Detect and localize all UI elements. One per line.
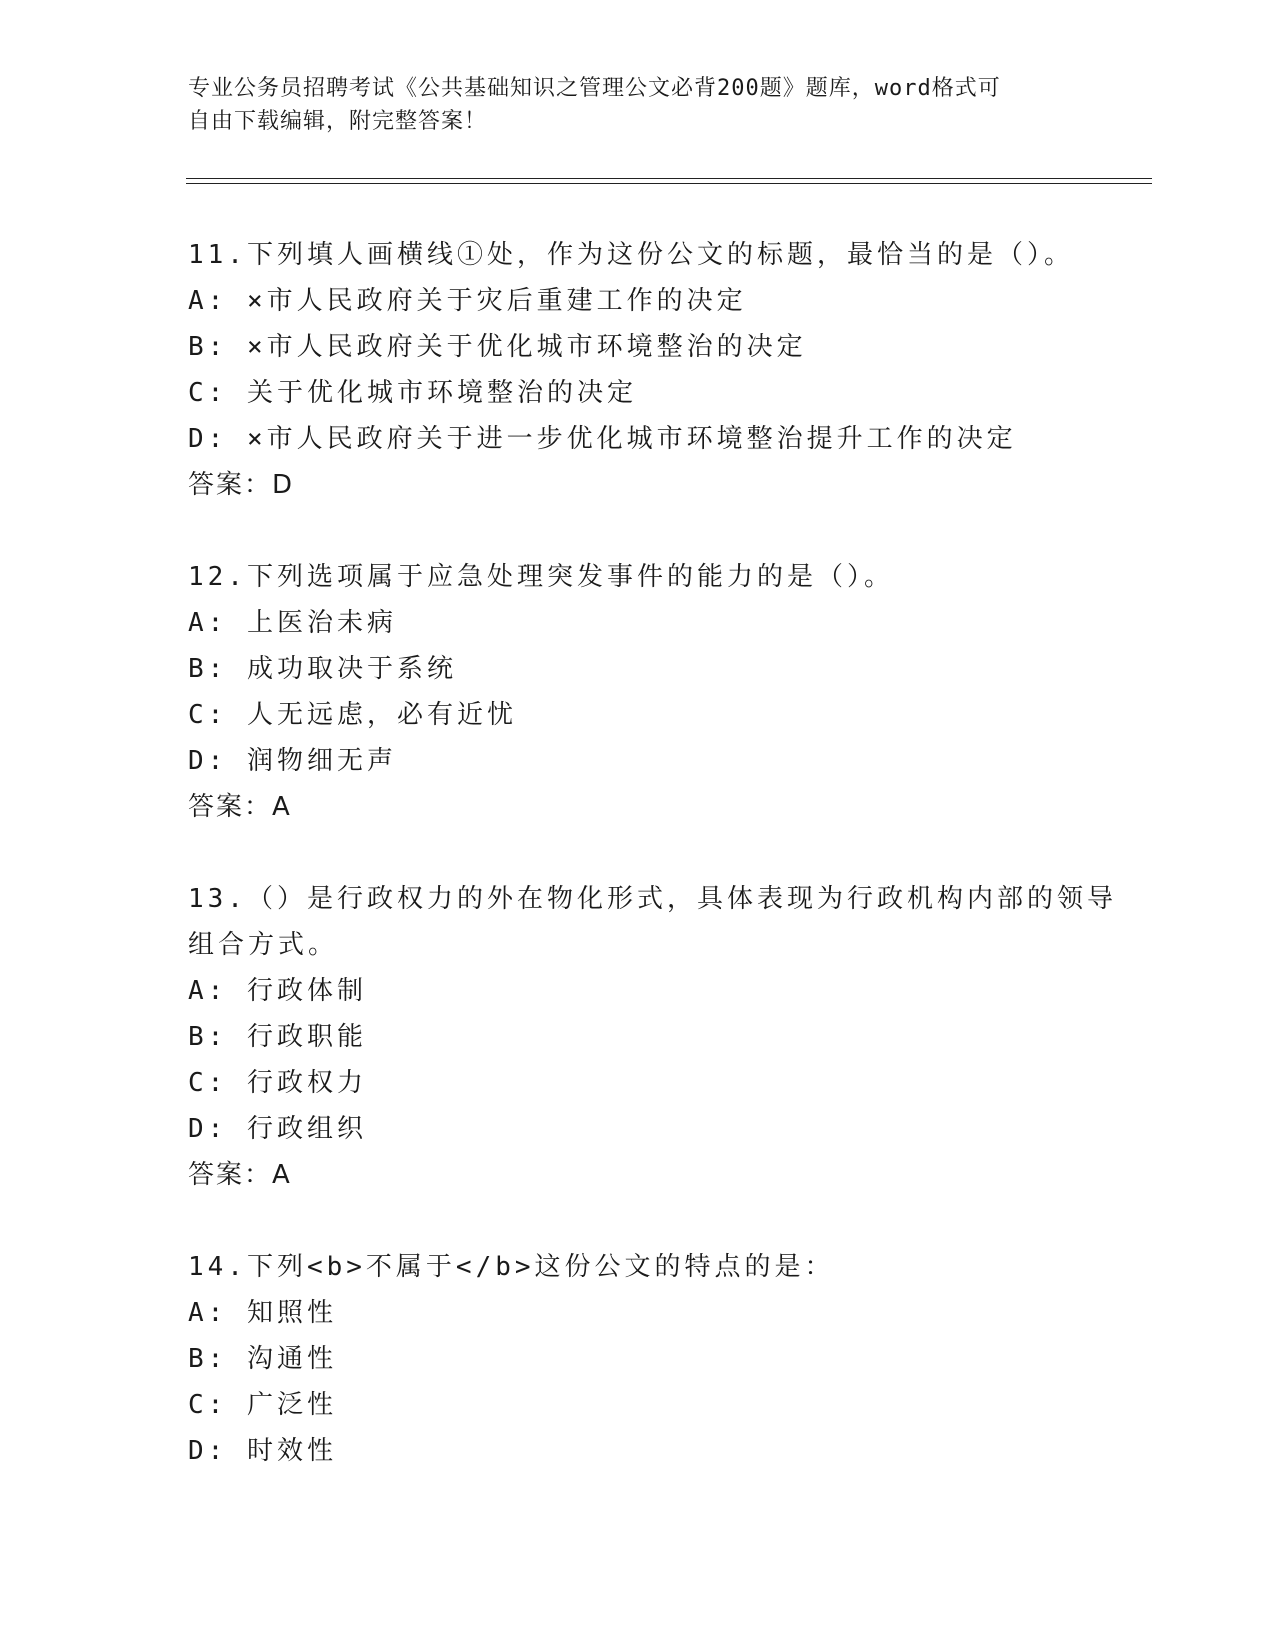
option-d: D: ×市人民政府关于进一步优化城市环境整治提升工作的决定 bbox=[188, 424, 1017, 454]
option-b: B: ×市人民政府关于优化城市环境整治的决定 bbox=[188, 332, 807, 362]
header-divider-top bbox=[186, 178, 1152, 179]
answer-line: 答案：A bbox=[188, 792, 292, 822]
question-stem: 11.下列填人画横线①处，作为这份公文的标题，最恰当的是（）。 bbox=[188, 240, 1074, 270]
option-b: B: 沟通性 bbox=[188, 1344, 337, 1374]
option-a: A: ×市人民政府关于灾后重建工作的决定 bbox=[188, 286, 747, 316]
option-d: D: 时效性 bbox=[188, 1436, 337, 1466]
question-stem: 12.下列选项属于应急处理突发事件的能力的是（）。 bbox=[188, 562, 894, 592]
option-b: B: 成功取决于系统 bbox=[188, 654, 457, 684]
header-line-1: 专业公务员招聘考试《公共基础知识之管理公文必背200题》题库，word格式可 bbox=[188, 76, 1001, 101]
option-a: A: 知照性 bbox=[188, 1298, 337, 1328]
option-c: C: 行政权力 bbox=[188, 1068, 367, 1098]
document-header bbox=[188, 72, 1068, 138]
question-14 bbox=[188, 1244, 1148, 1474]
option-d: D: 行政组织 bbox=[188, 1114, 367, 1144]
question-stem-line-2: 组合方式。 bbox=[188, 930, 339, 960]
question-list bbox=[188, 232, 1148, 1520]
question-13 bbox=[188, 876, 1148, 1198]
question-11 bbox=[188, 232, 1148, 508]
question-stem-line-1: 13.（）是行政权力的外在物化形式，具体表现为行政机构内部的领导 bbox=[188, 884, 1117, 914]
option-a: A: 上医治未病 bbox=[188, 608, 397, 638]
answer-line: 答案：A bbox=[188, 1160, 292, 1190]
answer-line: 答案：D bbox=[188, 470, 295, 500]
option-c: C: 广泛性 bbox=[188, 1390, 337, 1420]
option-c: C: 人无远虑，必有近忧 bbox=[188, 700, 517, 730]
option-a: A: 行政体制 bbox=[188, 976, 367, 1006]
header-line-2: 自由下载编辑，附完整答案！ bbox=[188, 109, 488, 134]
option-c: C: 关于优化城市环境整治的决定 bbox=[188, 378, 637, 408]
option-d: D: 润物细无声 bbox=[188, 746, 397, 776]
question-12 bbox=[188, 554, 1148, 830]
question-stem: 14.下列<b>不属于</b>这份公文的特点的是： bbox=[188, 1252, 835, 1282]
option-b: B: 行政职能 bbox=[188, 1022, 367, 1052]
header-divider-bottom bbox=[186, 183, 1152, 184]
